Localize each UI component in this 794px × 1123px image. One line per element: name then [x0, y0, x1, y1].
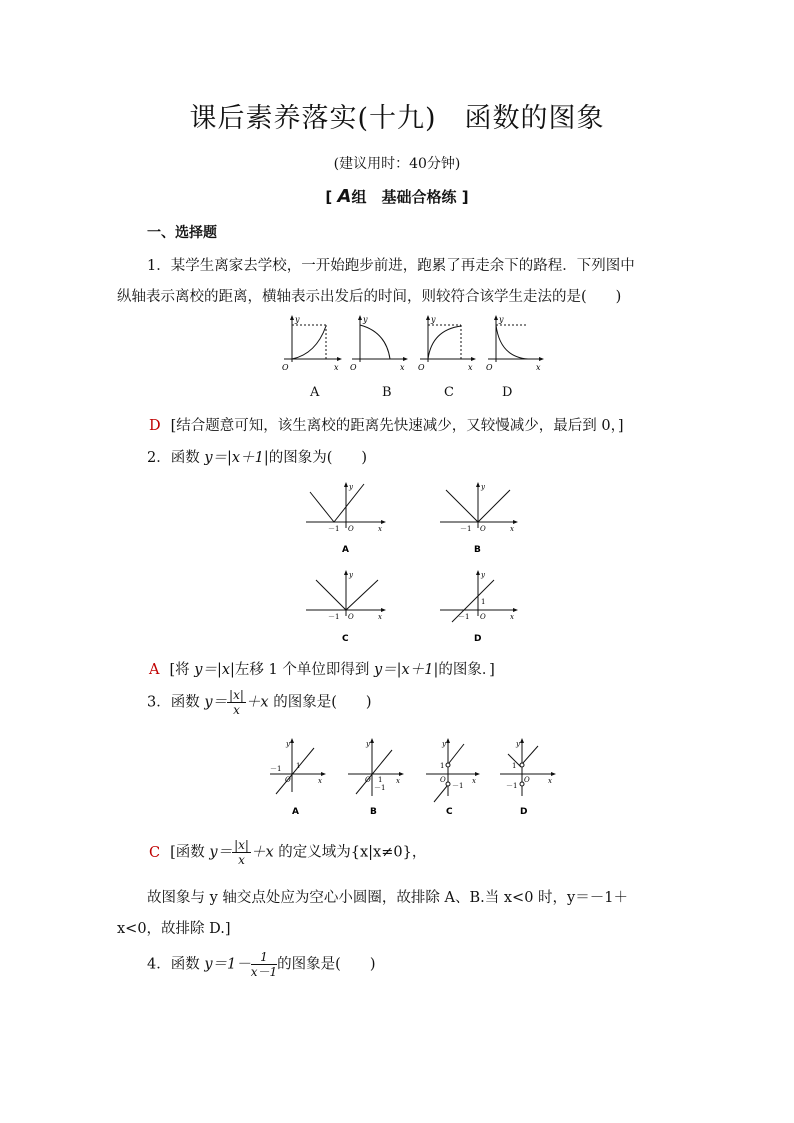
q3-fraction	[227, 688, 246, 717]
q2-a-origin: O	[348, 525, 354, 533]
q2-d-neg1: －1	[458, 613, 470, 621]
q3-graph-a	[270, 738, 326, 817]
q4-suffix: 的图象是( )	[277, 956, 376, 973]
q2-a-neg1: －1	[328, 525, 340, 533]
q3-d-origin: O	[524, 776, 530, 784]
q2-c-origin: O	[348, 613, 354, 621]
q3-option-d: D	[520, 807, 528, 817]
q3-c-origin: O	[440, 776, 446, 784]
q1-b-y-label: y	[363, 315, 368, 324]
q3-suffix: 的图象是( )	[268, 694, 372, 711]
q3-exp-line3: x<0，故排除 D.]	[117, 921, 231, 937]
q1-c-y-label: y	[431, 315, 436, 324]
group-name: 组 基础合格练	[351, 188, 457, 206]
q1-c-origin: O	[418, 363, 425, 372]
q2-exp-f2: y＝|x＋1|	[373, 662, 439, 678]
q1-d-y-label: y	[499, 315, 504, 324]
q3-c-neg1: －1	[452, 782, 464, 790]
q4-frac-num: 1	[251, 950, 277, 965]
q3-y-eq: y＝	[204, 694, 228, 711]
q4-stem	[147, 950, 376, 979]
q1-d-x-label: x	[536, 363, 541, 372]
q2-b-neg1: －1	[460, 525, 472, 533]
q1-figures	[278, 312, 548, 376]
q3-option-a: A	[292, 807, 299, 817]
q3-frac-den: x	[233, 703, 240, 717]
q3-option-b: B	[370, 807, 377, 817]
q3-b-one: 1	[378, 776, 383, 784]
q3-option-c: C	[446, 807, 453, 817]
q1-answer: D	[149, 418, 161, 434]
section-heading: 一、选择题	[147, 225, 217, 241]
q2-c-x: x	[378, 613, 382, 621]
q3-b-neg1: －1	[374, 784, 386, 792]
q1-line1: 1．某学生离家去学校，一开始跑步前进，跑累了再走余下的路程．下列图中	[147, 258, 635, 274]
q3-answer-line	[149, 838, 426, 867]
q2-answer-line	[149, 658, 495, 679]
q2-exp-mid: 左移 1 个单位即得到	[234, 662, 374, 678]
q3-c-y: y	[442, 740, 446, 748]
q3-exp-domain: 的定义域为{x|x≠0}，	[273, 844, 427, 861]
q2-graph-b	[440, 482, 518, 555]
q3-a-one: 1	[296, 762, 301, 770]
q2-b-x: x	[510, 525, 514, 533]
q3-stem	[147, 688, 372, 717]
q2-graph-c	[306, 570, 386, 644]
q3-plus-x: ＋x	[245, 694, 269, 711]
group-letter: A	[337, 186, 352, 207]
q3-graph-b	[348, 738, 404, 817]
q2-d-y: y	[481, 571, 485, 579]
q1-a-x-label: x	[334, 363, 339, 372]
q2-option-d: D	[474, 634, 482, 644]
q3-exp-frac-num: |x|	[234, 838, 249, 852]
q2-b-origin: O	[480, 525, 486, 533]
q3-b-x: x	[396, 777, 400, 785]
q1-answer-line	[149, 414, 624, 435]
q1-option-a: A	[310, 385, 320, 400]
q2-c-neg1: －1	[328, 613, 340, 621]
q2-a-y: y	[349, 483, 353, 491]
q2-c-y: y	[349, 571, 353, 579]
q3-d-one: 1	[512, 762, 517, 770]
q3-a-origin: O	[285, 776, 291, 784]
time-note: (建议用时：40分钟)	[333, 156, 461, 172]
q3-b-origin: O	[365, 776, 371, 784]
q2-option-c: C	[342, 634, 349, 644]
q2-d-x: x	[510, 613, 514, 621]
q1-d-origin: O	[486, 363, 493, 372]
q2-exp-post: 的图象．]	[438, 662, 495, 678]
q3-d-y: y	[516, 740, 520, 748]
q2-graph-d	[440, 570, 518, 644]
q3-exp-plus: ＋x	[250, 844, 274, 861]
q3-d-neg1: －1	[506, 782, 518, 790]
q1-option-d: D	[502, 385, 513, 400]
q1-a-y-label: y	[295, 315, 300, 324]
page-title: 课后素养落实(十九) 函数的图象	[189, 103, 605, 134]
q2-b-y: y	[481, 483, 485, 491]
q3-frac-num: |x|	[229, 688, 244, 702]
q3-answer: C	[149, 844, 161, 861]
q2-answer: A	[149, 662, 160, 678]
q1-graph-c	[418, 315, 476, 372]
q2-exp-pre: [将	[169, 662, 195, 678]
q1-a-origin: O	[282, 363, 289, 372]
q2-d-one: 1	[481, 598, 486, 606]
q3-exp-y-eq: y＝	[209, 844, 233, 861]
q3-exp-line2: 故图象与 y 轴交点处应为空心小圆圈，故排除 A、B.当 x<0 时，y＝－1＋	[147, 890, 628, 906]
q2-d-origin: O	[480, 613, 486, 621]
q4-prefix: 4．函数	[147, 956, 205, 973]
q1-c-x-label: x	[468, 363, 473, 372]
q3-c-one: 1	[440, 762, 445, 770]
q1-graph-a	[282, 315, 342, 372]
q4-fraction	[251, 950, 277, 979]
q1-b-origin: O	[350, 363, 357, 372]
q2-a-x: x	[378, 525, 382, 533]
group-bracket-left: [	[325, 188, 333, 206]
q3-a-x: x	[318, 777, 322, 785]
q4-frac-den: x－1	[250, 965, 278, 979]
q1-option-b: B	[382, 385, 392, 400]
q2-exp-f1: y＝|x|	[194, 662, 235, 678]
q3-d-x: x	[548, 777, 552, 785]
q3-c-x: x	[472, 777, 476, 785]
q3-exp-pre: [函数	[170, 844, 210, 861]
q3-exp-fraction	[232, 838, 251, 867]
q3-graph-c	[426, 738, 480, 817]
q3-figures	[268, 736, 560, 820]
q2-option-b: B	[474, 545, 481, 555]
q3-b-y: y	[366, 740, 370, 748]
group-bracket-right: ]	[461, 188, 469, 206]
q1-graph-b	[350, 315, 408, 372]
q2-figures	[300, 480, 525, 648]
q3-prefix: 3．函数	[147, 694, 205, 711]
q2-formula: y＝|x＋1|	[204, 450, 269, 466]
q3-exp-frac-den: x	[238, 853, 245, 867]
q1-explanation: [结合题意可知，该生离校的距离先快速减少，又较慢减少，最后到 0，]	[170, 418, 624, 434]
q3-a-neg1: －1	[270, 765, 282, 773]
q1-graph-d	[486, 315, 544, 372]
q2-suffix: 的图象为( )	[268, 450, 368, 466]
q2-option-a: A	[342, 545, 349, 555]
q4-y-eq: y＝1－	[204, 956, 251, 973]
q2-stem	[147, 446, 367, 467]
q1-b-x-label: x	[400, 363, 405, 372]
q2-prefix: 2．函数	[147, 450, 205, 466]
group-heading	[0, 186, 794, 207]
q2-graph-a	[306, 482, 386, 555]
q3-a-y: y	[286, 740, 290, 748]
q1-line2: 纵轴表示离校的距离，横轴表示出发后的时间，则较符合该学生走法的是( )	[117, 289, 622, 305]
q1-option-c: C	[444, 385, 454, 400]
q3-graph-d	[500, 738, 556, 817]
